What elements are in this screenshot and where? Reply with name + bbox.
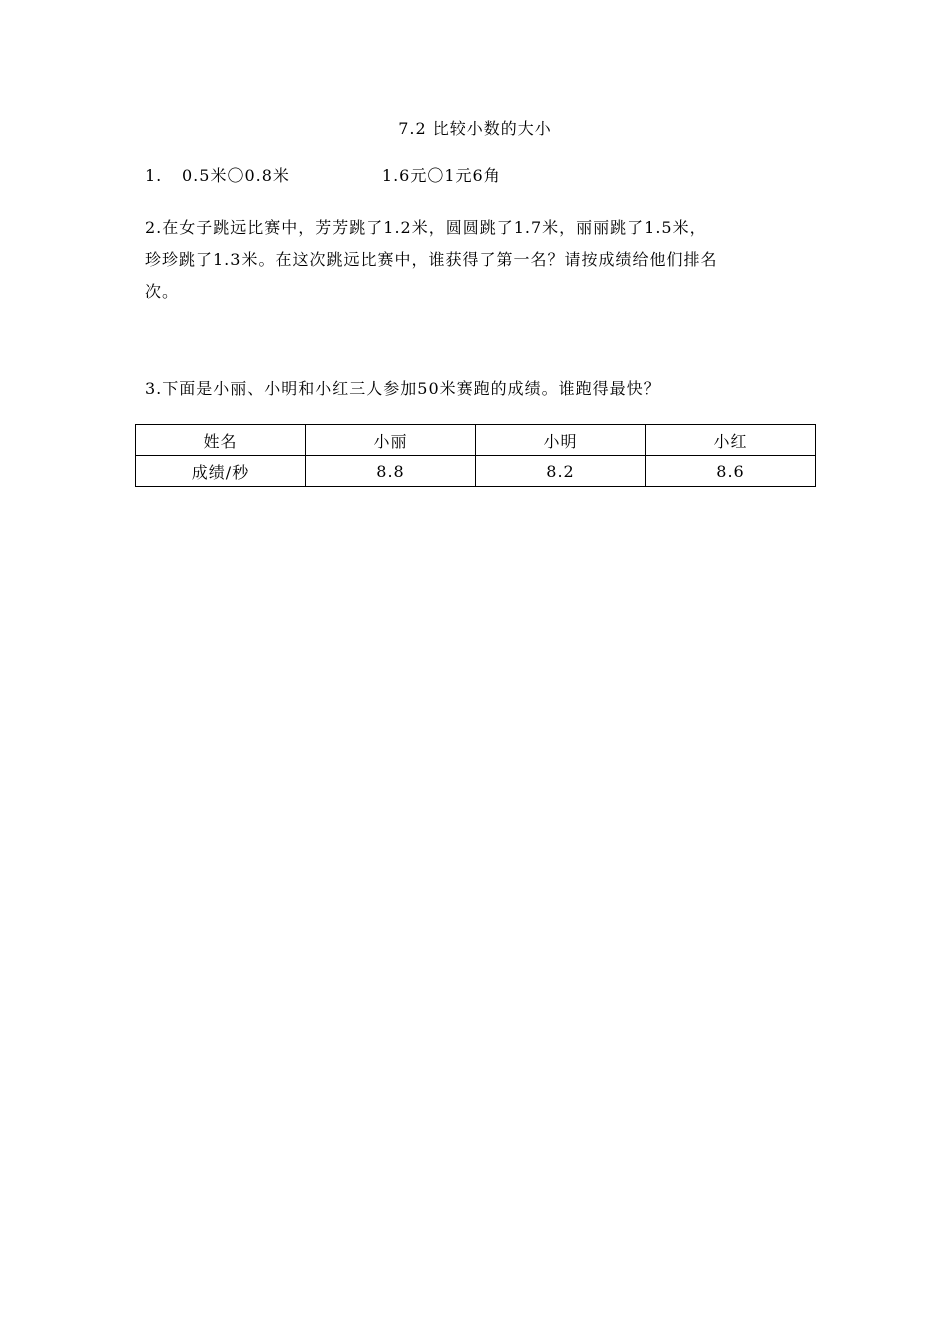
table-header-cell: 姓名 (136, 425, 306, 456)
table-cell: 8.6 (646, 456, 816, 487)
question-3: 3.下面是小丽、小明和小红三人参加50米赛跑的成绩。谁跑得最快？ (145, 379, 661, 398)
table-cell: 8.2 (476, 456, 646, 487)
table-header-row (136, 425, 816, 456)
table-row (136, 456, 816, 487)
question-2 (145, 212, 815, 308)
page-title: 7.2 比较小数的大小 (398, 119, 552, 138)
table-cell: 8.8 (306, 456, 476, 487)
question-1-item-b: 1.6元〇1元6角 (381, 166, 501, 185)
score-table (135, 424, 816, 487)
table-header-cell: 小明 (476, 425, 646, 456)
question-2-line: 次。 (145, 282, 180, 301)
question-1-item-a: 0.5米〇0.8米 (182, 166, 290, 185)
question-1 (145, 160, 815, 192)
table-cell: 成绩/秒 (136, 456, 306, 487)
question-2-line: 珍珍跳了1.3米。在这次跳远比赛中，谁获得了第一名？请按成绩给他们排名 (145, 250, 718, 269)
question-1-number: 1. (145, 166, 163, 185)
question-2-line: 2.在女子跳远比赛中，芳芳跳了1.2米，圆圆跳了1.7米，丽丽跳了1.5米， (145, 218, 707, 237)
table-header-cell: 小红 (646, 425, 816, 456)
table-header-cell: 小丽 (306, 425, 476, 456)
